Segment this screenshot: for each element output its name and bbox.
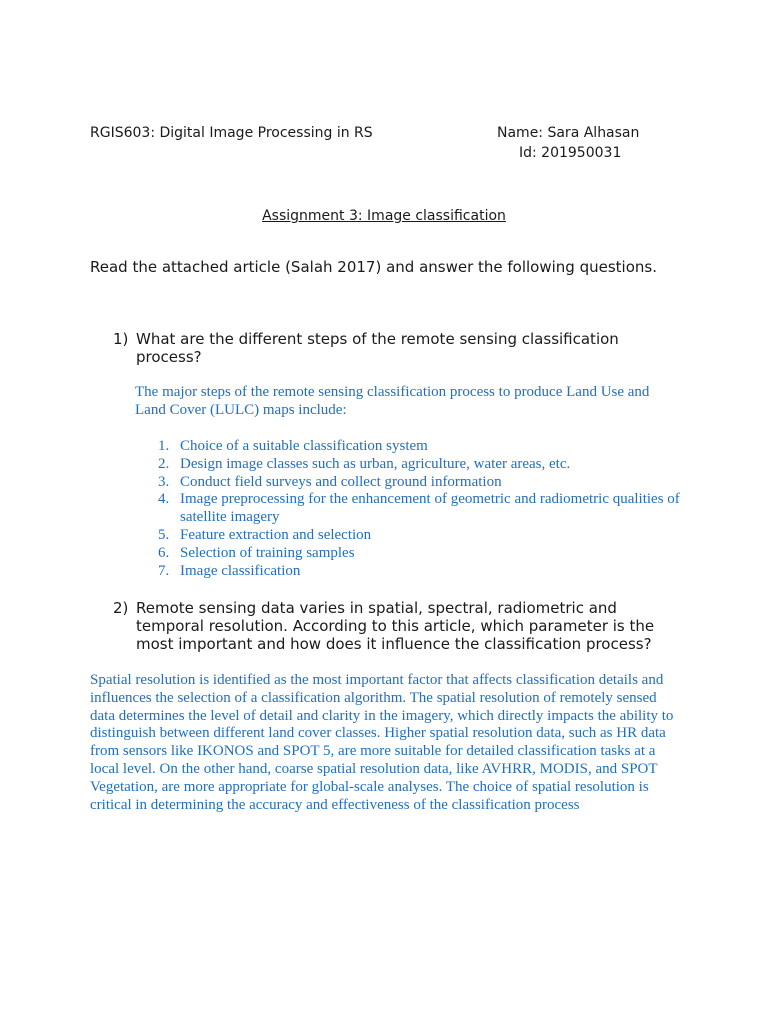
step-number: 2. — [158, 455, 170, 472]
list-item — [135, 491, 680, 527]
step-text: Design image classes such as urban, agriculture, water areas, etc. — [180, 455, 571, 472]
student-name: Name: Sara Alhasan — [497, 125, 640, 141]
list-item — [135, 474, 680, 492]
step-text: Conduct field surveys and collect ground information — [180, 473, 502, 490]
step-number: 4. — [158, 491, 170, 508]
step-number: 7. — [158, 562, 170, 579]
course-title: RGIS603: Digital Image Processing in RS — [90, 125, 373, 141]
step-number: 6. — [158, 544, 170, 561]
step-text: Image preprocessing for the enhancement of geometric and radiometric qualities of satellite imagery — [180, 491, 680, 526]
answer-2-text: Spatial resolution is identified as the most important factor that affects classification details and influences the selection of a classification algorithm. The spatial resolution of remotely sensed data determines the level of detail and clarity in the imagery, which directly impacts the ability to distinguish between different land cover classes. Higher spatial resolution data, such as HR data from sensors like IKONOS and SPOT 5, are more suitable for detailed classification tasks at a local level. On the other hand, coarse spatial resolution data, like AVHRR, MODIS, and SPOT Vegetation, are more appropriate for global-scale analyses. The choice of spatial resolution is critical in determining the accuracy and effectiveness of the classification process — [90, 672, 674, 813]
answer-1-intro: The major steps of the remote sensing classification process to produce Land Use and Land Cover (LULC) maps include: — [135, 384, 650, 418]
question-text: Remote sensing data varies in spatial, spectral, radiometric and temporal resolution. According to this article, which parameter is the most important and how does it influence the classification process? — [136, 599, 655, 653]
list-item — [135, 456, 680, 474]
question-2 — [113, 599, 673, 653]
step-number: 1. — [158, 438, 170, 454]
question-number: 1) — [113, 330, 129, 348]
answer-1-steps — [135, 438, 680, 580]
question-text: What are the different steps of the remote sensing classification process? — [136, 330, 619, 366]
list-item — [135, 545, 680, 563]
student-id: Id: 201950031 — [519, 145, 622, 161]
step-text: Image classification — [180, 562, 301, 579]
step-number: 3. — [158, 473, 170, 490]
question-1 — [113, 330, 673, 366]
assignment-title: Assignment 3: Image classification — [262, 208, 506, 224]
step-number: 5. — [158, 526, 170, 543]
question-number: 2) — [113, 599, 129, 617]
list-item — [135, 563, 680, 581]
step-text: Feature extraction and selection — [180, 526, 372, 543]
step-text: Selection of training samples — [180, 544, 355, 561]
list-item — [135, 527, 680, 545]
intro-text: Read the attached article (Salah 2017) and answer the following questions. — [90, 258, 657, 276]
list-item — [135, 438, 680, 456]
step-text: Choice of a suitable classification system — [180, 438, 428, 454]
